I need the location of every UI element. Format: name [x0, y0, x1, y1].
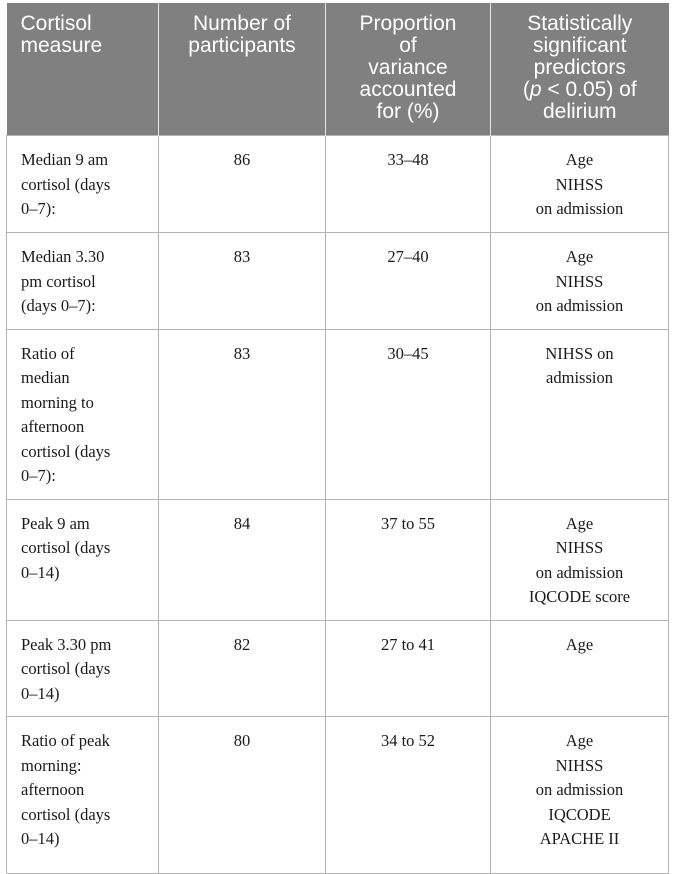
measure-line: 0–14): [21, 562, 60, 582]
cell-participants: 86: [159, 136, 326, 233]
measure-line: (days 0–7):: [21, 296, 96, 315]
table-row: [7, 136, 669, 233]
predictor-line: NIHSS: [555, 271, 604, 291]
predictor-line: NIHSS: [555, 174, 604, 194]
predictor-line: APACHE II: [539, 829, 620, 848]
cell-predictors: [491, 233, 669, 330]
cell-measure: [7, 136, 159, 233]
measure-line: 0–7):: [21, 199, 56, 218]
table-row: [7, 717, 669, 874]
header-row: [7, 3, 669, 136]
measure-line: morning:: [21, 755, 82, 775]
cell-measure: [7, 620, 159, 717]
header-significant-predictors: [491, 3, 669, 136]
predictor-line: Age: [565, 513, 594, 533]
measure-line: Ratio of peak: [21, 731, 110, 750]
predictor-line: Age: [565, 634, 594, 654]
measure-line: cortisol (days: [21, 659, 111, 678]
cell-predictors: [491, 136, 669, 233]
measure-line: Peak 9 am: [21, 513, 90, 533]
table-row: [7, 233, 669, 330]
measure-line: Peak 3.30 pm: [21, 634, 112, 654]
measure-line: cortisol (days: [21, 538, 111, 557]
table-row: [7, 329, 669, 499]
measure-line: pm cortisol: [21, 271, 96, 291]
header-line: Proportion: [359, 12, 457, 35]
predictor-line: on admission: [535, 199, 624, 218]
header-line: delirium: [542, 100, 617, 123]
cell-participants: 83: [159, 233, 326, 330]
header-line: accounted: [359, 78, 457, 101]
header-line: measure: [20, 34, 103, 57]
cell-predictors: [491, 329, 669, 499]
cell-predictors: [491, 499, 669, 620]
header-line: participants: [188, 34, 296, 57]
header-line: of: [399, 34, 417, 57]
header-line: Cortisol: [20, 12, 92, 35]
measure-line: Median 9 am: [21, 150, 109, 169]
cell-measure: [7, 329, 159, 499]
table-body: [7, 136, 669, 874]
header-line: variance: [368, 56, 448, 79]
table-header: [7, 3, 669, 136]
predictor-line: NIHSS: [555, 755, 604, 775]
cell-predictors: [491, 717, 669, 874]
header-p-open: (: [522, 78, 530, 101]
predictor-line: Age: [565, 731, 594, 750]
predictor-line: NIHSS on: [545, 343, 614, 363]
cell-variance: 37 to 55: [326, 499, 491, 620]
header-p-rest: < 0.05) of: [541, 78, 637, 101]
predictor-line: admission: [546, 368, 613, 387]
header-line: predictors: [533, 56, 626, 79]
measure-line: afternoon: [21, 780, 85, 799]
predictor-line: IQCODE: [548, 804, 611, 824]
predictor-line: NIHSS: [555, 538, 604, 557]
cell-participants: 84: [159, 499, 326, 620]
cell-variance: 27 to 41: [326, 620, 491, 717]
cell-measure: [7, 233, 159, 330]
header-line: for (%): [376, 100, 440, 123]
cell-participants: 83: [159, 329, 326, 499]
predictor-line: on admission: [535, 562, 624, 582]
cell-measure: [7, 499, 159, 620]
measure-line: 0–14): [21, 829, 60, 848]
cell-participants: 82: [159, 620, 326, 717]
header-number-of-participants: [159, 3, 326, 136]
cell-participants: 80: [159, 717, 326, 874]
table-row: [7, 499, 669, 620]
measure-line: 0–14): [21, 683, 60, 703]
cell-variance: 33–48: [326, 136, 491, 233]
measure-line: afternoon: [21, 417, 85, 436]
cell-measure: [7, 717, 159, 874]
predictor-line: on admission: [535, 296, 624, 315]
predictor-line: IQCODE score: [528, 587, 631, 606]
predictor-line: on admission: [535, 780, 624, 799]
header-proportion-of-variance: [326, 3, 491, 136]
measure-line: cortisol (days: [21, 441, 111, 461]
predictor-line: Age: [565, 247, 594, 266]
header-line: Number of: [192, 12, 292, 35]
header-line: significant: [533, 34, 627, 57]
cortisol-predictors-table: [6, 3, 669, 874]
measure-line: cortisol (days: [21, 174, 111, 194]
header-line-p-value: [499, 79, 661, 101]
measure-line: cortisol (days: [21, 804, 111, 824]
header-line: Statistically: [527, 12, 633, 35]
measure-line: 0–7):: [21, 466, 56, 485]
measure-line: Median 3.30: [21, 247, 105, 266]
cell-predictors: [491, 620, 669, 717]
cell-variance: 34 to 52: [326, 717, 491, 874]
header-cortisol-measure: [7, 3, 159, 136]
measure-line: median: [21, 368, 70, 387]
measure-line: Ratio of: [21, 343, 75, 363]
results-table-container: [6, 3, 668, 874]
header-p-italic: p: [529, 78, 542, 101]
table-row: [7, 620, 669, 717]
cell-variance: 30–45: [326, 329, 491, 499]
measure-line: morning to: [21, 392, 94, 412]
cell-variance: 27–40: [326, 233, 491, 330]
predictor-line: Age: [565, 150, 594, 169]
